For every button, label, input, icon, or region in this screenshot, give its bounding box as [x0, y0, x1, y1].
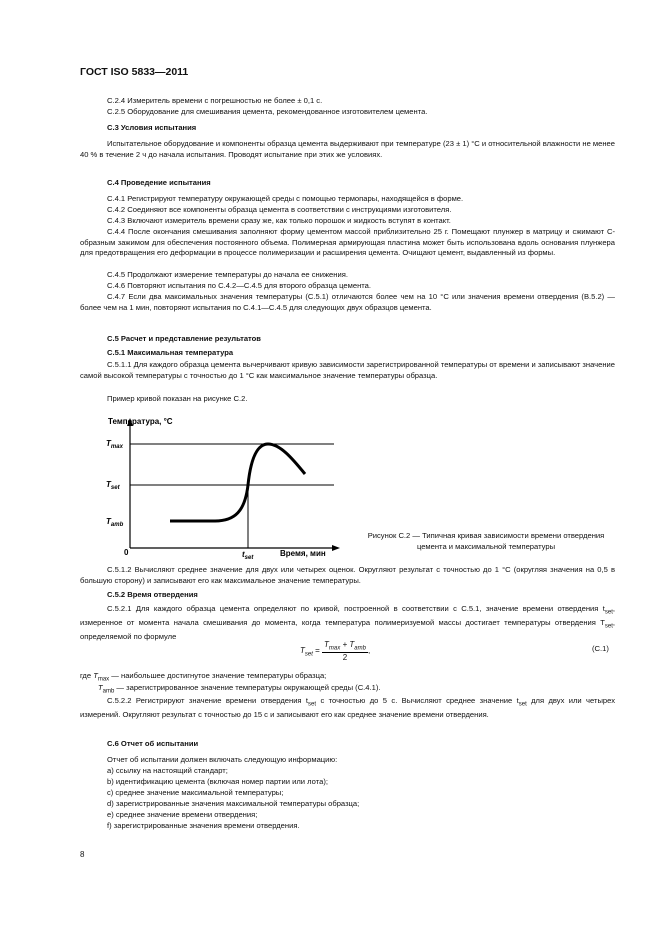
para-c46: C.4.6 Повторяют испытания по C.4.2—C.4.5 для второго образца цемента. — [107, 281, 372, 290]
temperature-curve — [170, 444, 305, 521]
y-axis-label: Температура, °С — [108, 417, 173, 426]
list-item: c) среднее значение максимальной температуры; — [107, 788, 284, 797]
para-c47: C.4.7 Если два максимальных значения температуры (С.5.1) отличаются более чем на 10 °C или значения времени отвердения (В.5.2) — более чем на 1 мин, повторяют испытания по C.4.1—C.4.5 для следующих двух образцов цемента. — [80, 292, 615, 312]
para-c6-intro: Отчет об испытании должен включать следующую информацию: — [107, 755, 338, 764]
heading-c52: C.5.2 Время отвердения — [107, 590, 198, 599]
list-item: a) ссылку на настоящий стандарт; — [107, 766, 228, 775]
para-c24: C.2.4 Измеритель времени с погрешностью не более ± 0,1 с. — [107, 96, 323, 105]
where-tamb: $T_{amb}$ — зарегистрированное значение температуры окружающей среды (С.4.1). — [98, 683, 381, 695]
para-c511: C.5.1.1 Для каждого образца цемента вычерчивают кривую зависимости зарегистрированной температуры от времени и записывают значение самой высокой температуры с точностью до 1 °C как максимальное значение температуры образца. — [80, 360, 615, 380]
list-item: f) зарегистрированные значения времени отвердения. — [107, 821, 300, 830]
tset-label: $T_{set}$ — [106, 480, 120, 491]
formula-c1: $T_{set}$ = $T_{max} + T_{amb}$ 2 , — [300, 640, 371, 662]
para-c42: C.4.2 Соединяют все компоненты образца цемента в соответствии с инструкциями изготовителя. — [107, 205, 452, 214]
para-c3-body: Испытательное оборудование и компоненты образца цемента выдерживают при температуре (23 ± 1) °C и относительной влажности не менее 40 % в течение 2 ч до начала испытания. Проводят испытание при этих же условиях. — [80, 139, 615, 159]
heading-c3: C.3 Условия испытания — [107, 123, 197, 132]
para-c521: C.5.2.1 Для каждого образца цемента определяют по кривой, построенной в соответствии с C.5.1, значение времени отвердения $t_{set}$, измеренное от момента начала смешивания до момента, когда температура полимеризуемой массы достигает температуры отвердения $T_{set}$, определяемой по формуле — [80, 604, 615, 642]
para-c45: C.4.5 Продолжают измерение температуры до начала ее снижения. — [107, 270, 348, 279]
x-axis-label: Время, мин — [280, 549, 326, 558]
heading-c51: C.5.1 Максимальная температура — [107, 348, 234, 357]
standard-header: ГОСТ ISO 5833—2011 — [80, 66, 189, 78]
list-item: b) идентификацию цемента (включая номер партии или лота); — [107, 777, 328, 786]
page-number: 8 — [80, 850, 85, 859]
tmax-label: $T_{max}$ — [106, 439, 123, 450]
list-item: e) среднее значение времени отвердения; — [107, 810, 258, 819]
heading-c6: C.6 Отчет об испытании — [107, 739, 199, 748]
para-c43: C.4.3 Включают измеритель времени сразу же, как только порошок и жидкость вступят в контакт. — [107, 216, 451, 225]
origin-label: 0 — [124, 548, 129, 557]
tset-time-label: $t_{set}$ — [242, 550, 254, 561]
x-axis-arrow — [332, 545, 340, 551]
where-tmax: где $T_{max}$ — наибольшее достигнутое значение температуры образца; — [80, 671, 327, 683]
temperature-curve-figure — [100, 416, 340, 566]
heading-c4: C.4 Проведение испытания — [107, 178, 211, 187]
para-c41: C.4.1 Регистрируют температуру окружающей среды с помощью термопары, находящейся в форме. — [107, 194, 464, 203]
list-item: d) зарегистрированные значения максимальной температуры образца; — [107, 799, 360, 808]
figure-caption: Рисунок С.2 — Типичная кривая зависимости времени отвердения цемента и максимальной температуры — [367, 531, 605, 551]
para-c522: C.5.2.2 Регистрируют значение времени отвердения $t_{set}$ с точностью до 5 с. Вычисляют среднее значение $t_{set}$ для двух или четырех измерений. Округляют результат с точностью до 15 с и записывают его как среднее значение времени отвердения. — [80, 696, 615, 720]
para-example: Пример кривой показан на рисунке С.2. — [107, 394, 248, 403]
heading-c5: C.5 Расчет и представление результатов — [107, 334, 261, 343]
para-c25: C.2.5 Оборудование для смешивания цемента, рекомендованное изготовителем цемента. — [107, 107, 428, 116]
para-c512: C.5.1.2 Вычисляют среднее значение для двух или четырех оценок. Округляют результат с точностью до 1 °C (округляя значения на 0,5 в большую сторону) и записывают его как максимальное значение температуры. — [80, 565, 615, 585]
formula-number: (C.1) — [592, 644, 609, 653]
tamb-label: $T_{amb}$ — [106, 517, 124, 528]
para-c44: C.4.4 После окончания смешивания заполняют форму цементом массой приблизительно 25 г. Помещают плунжер в матрицу и сжимают С-образным зажимом для обеспечения постоянного объема. Полимерная армирующая пластина может быть использована вдоль основания плунжера для предотвращения его деформации в процессе полимеризации и расширения цемента. Очищают цемент, выдавленный из формы. — [80, 227, 615, 258]
